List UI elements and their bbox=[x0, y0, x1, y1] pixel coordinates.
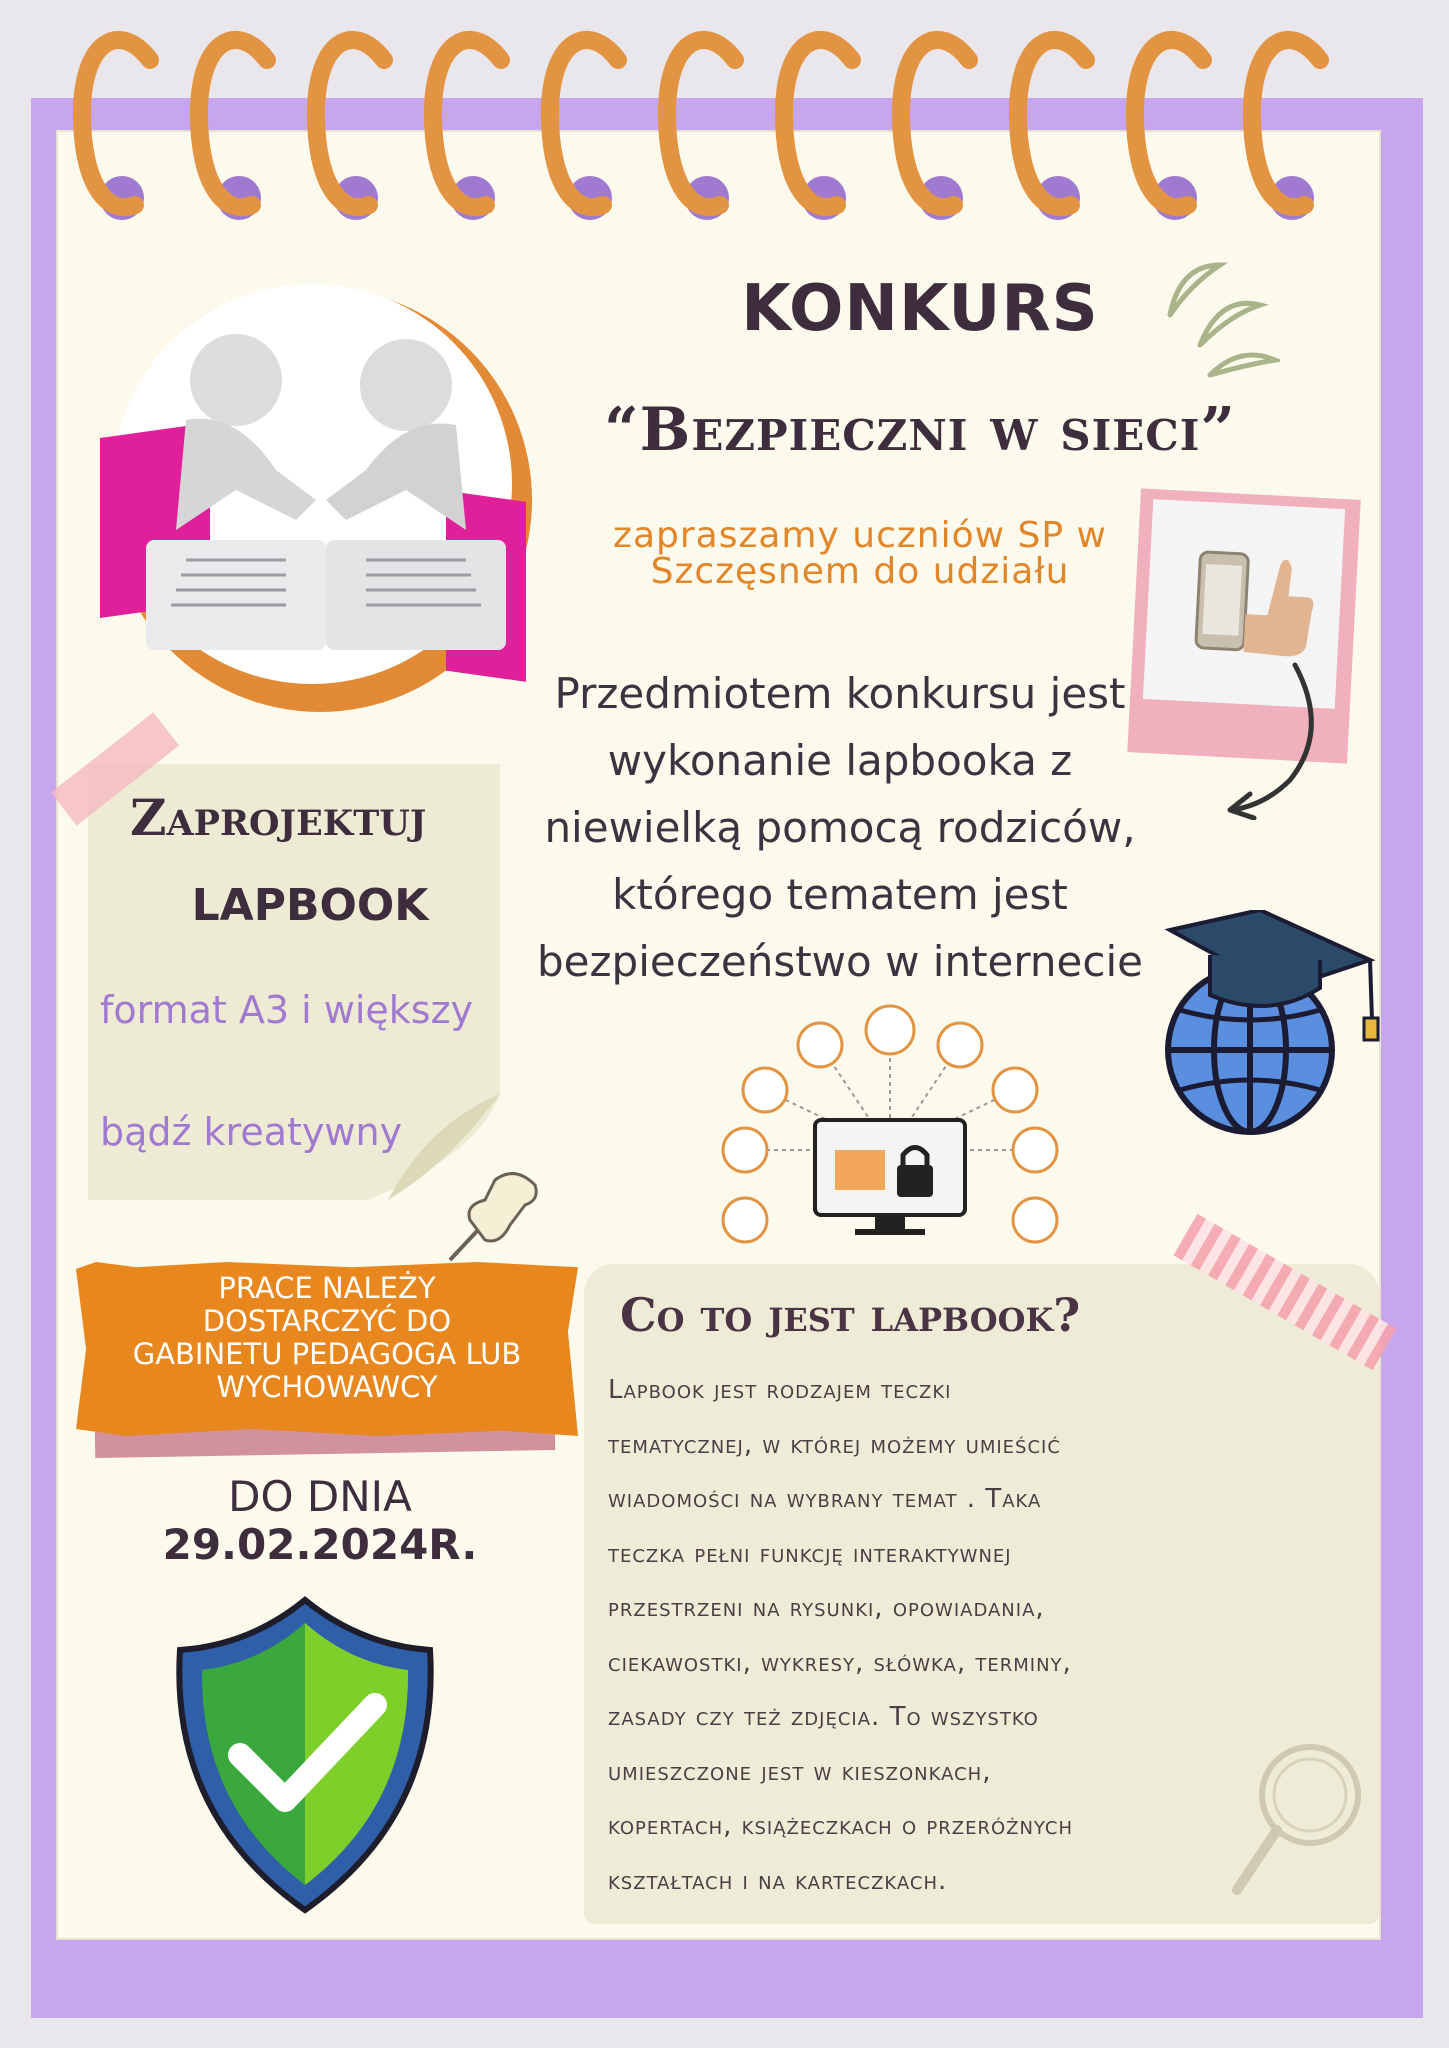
banner-line: DOSTARCZYĆ DO bbox=[202, 1304, 452, 1338]
invitation-line: zapraszamy uczniów SP w bbox=[613, 515, 1107, 556]
card-line: tematycznej, w której możemy umieścić bbox=[608, 1429, 1061, 1460]
banner-line: PRACE NALEŻY bbox=[218, 1271, 436, 1305]
invitation-text bbox=[560, 515, 1160, 592]
card-line: ciekawostki, wykresy, słówka, terminy, bbox=[608, 1647, 1072, 1678]
cybersecurity-network-icon bbox=[705, 1000, 1075, 1250]
card-line: Lapbook jest rodzajem teczki bbox=[608, 1375, 952, 1405]
spiral-rings bbox=[0, 0, 1449, 260]
creativity-hint: bądź kreatywny bbox=[100, 1110, 403, 1154]
banner-line: GABINETU PEDAGOGA LUB bbox=[132, 1337, 522, 1371]
contest-description bbox=[500, 660, 1180, 995]
note-title-lapbook: LAPBOOK bbox=[191, 880, 429, 931]
magnifier-icon bbox=[1225, 1735, 1365, 1905]
card-line: zasady czy też zdjęcia. To wszystko bbox=[608, 1702, 1039, 1732]
description-line: niewielką pomocą rodziców, bbox=[544, 803, 1136, 852]
contest-heading: KONKURS bbox=[741, 272, 1099, 346]
card-line: teczka pełni funkcję interaktywnej bbox=[608, 1538, 1012, 1569]
swirl-lines-icon bbox=[1160, 255, 1280, 385]
card-title: Co to jest lapbook? bbox=[620, 1288, 1081, 1342]
card-line: kształtach i na karteczkach. bbox=[608, 1865, 948, 1896]
card-body bbox=[608, 1363, 1288, 1908]
description-line: wykonanie lapbooka z bbox=[607, 736, 1073, 785]
description-line: Przedmiotem konkursu jest bbox=[554, 669, 1126, 718]
card-line: umieszczone jest w kieszonkach, bbox=[608, 1756, 992, 1787]
deadline-date: 29.02.2024R. bbox=[162, 1520, 478, 1569]
delivery-instructions bbox=[90, 1272, 564, 1404]
contest-name: “Bezpieczni w sieci” bbox=[604, 395, 1236, 465]
deadline-label: DO DNIA bbox=[228, 1472, 412, 1521]
note-title-design: Zaprojektuj bbox=[130, 788, 427, 847]
card-line: przestrzeni na rysunki, opowiadania, bbox=[608, 1593, 1045, 1623]
format-requirement: format A3 i większy bbox=[100, 988, 474, 1032]
banner-line: WYCHOWAWCY bbox=[216, 1370, 438, 1404]
curved-arrow-icon bbox=[1220, 660, 1330, 820]
graduation-globe-icon bbox=[1150, 910, 1390, 1150]
card-line: wiadomości na wybrany temat . Taka bbox=[608, 1484, 1042, 1514]
shield-check-icon bbox=[170, 1595, 440, 1915]
description-line: bezpieczeństwo w internecie bbox=[537, 937, 1143, 986]
description-line: którego tematem jest bbox=[612, 870, 1068, 919]
invitation-line: Szczęsnem do udziału bbox=[650, 551, 1070, 592]
handshake-illustration bbox=[86, 270, 546, 730]
push-pin-icon bbox=[440, 1160, 550, 1270]
card-line: kopertach, książeczkach o przeróżnych bbox=[608, 1811, 1074, 1841]
